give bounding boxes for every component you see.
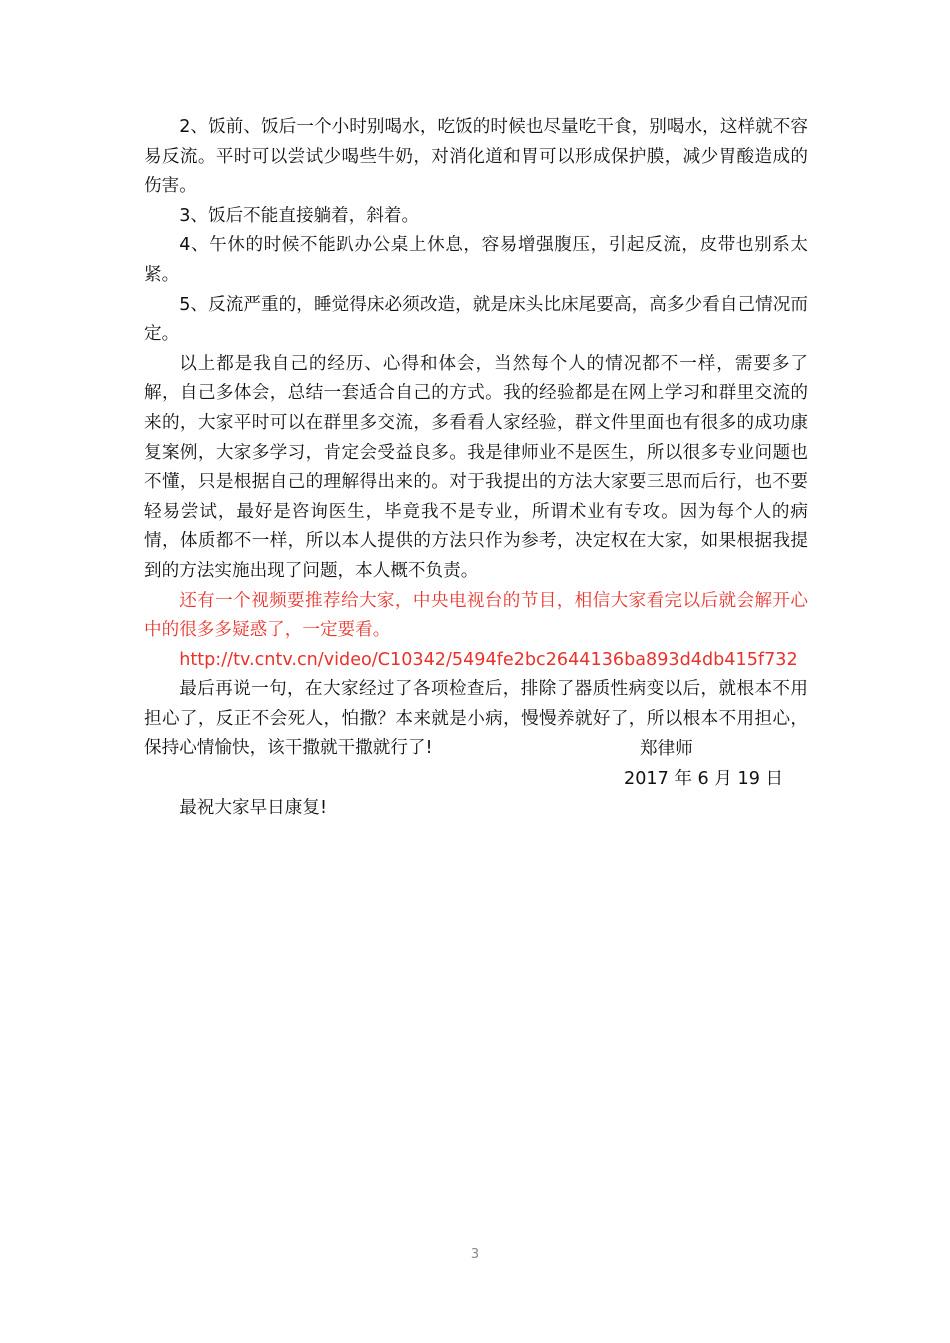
closing-paragraph: 最后再说一句，在大家经过了各项检查后，排除了器质性病变以后，就根本不用担心了，反正不会死人，怕撒？本来就是小病，慢慢养就好了，所以根本不用担心，保持心情愉快，该干撒就干撒就行了! (144, 679, 808, 759)
paragraph-item-5: 5、反流严重的，睡觉得床必须改造，就是床头比床尾要高，高多少看自己情况而定。 (144, 294, 808, 345)
video-recommendation: 还有一个视频要推荐给大家，中央电视台的节目，相信大家看完以后就会解开心中的很多多疑惑了，一定要看。 (144, 590, 808, 641)
signature-date: 2017 年 6 月 19 日 (624, 769, 784, 789)
page-number: 3 (470, 1247, 480, 1262)
video-link[interactable]: http://tv.cntv.cn/video/C10342/5494fe2bc2644136ba893d4db415f732 (179, 649, 798, 670)
signature-name: 郑律师 (640, 739, 693, 759)
paragraph-item-3: 3、饭后不能直接躺着，斜着。 (179, 205, 420, 226)
paragraph-item-4: 4、午休的时候不能趴办公桌上休息，容易增强腹压，引起反流，皮带也别系太紧。 (144, 235, 808, 285)
paragraph-item-2: 2、饭前、饭后一个小时别喝水，吃饭的时候也尽量吃干食，别喝水，这样就不容易反流。平时可以尝试少喝些牛奶，对消化道和胃可以形成保护膜，减少胃酸造成的伤害。 (144, 117, 808, 197)
wishes-line: 最祝大家早日康复! (179, 798, 327, 819)
video-link-paragraph (144, 646, 808, 676)
document-body (144, 113, 808, 824)
paragraph-experience: 以上都是我自己的经历、心得和体会，当然每个人的情况都不一样，需要多了解，自己多体会，总结一套适合自己的方式。我的经验都是在网上学习和群里交流的来的，大家平时可以在群里多交流，多看看人家经验，群文件里面也有很多的成功康复案例，大家多学习，肯定会受益良多。我是律师业不是医生，所以很多专业问题也不懂，只是根据自己的理解得出来的。对于我提出的方法大家要三思而后行，也不要轻易尝试，最好是咨询医生，毕竟我不是专业，所谓术业有专攻。因为每个人的病情，体质都不一样，所以本人提供的方法只作为参考，决定权在大家，如果根据我提到的方法实施出现了问题，本人概不负责。 (144, 353, 808, 581)
